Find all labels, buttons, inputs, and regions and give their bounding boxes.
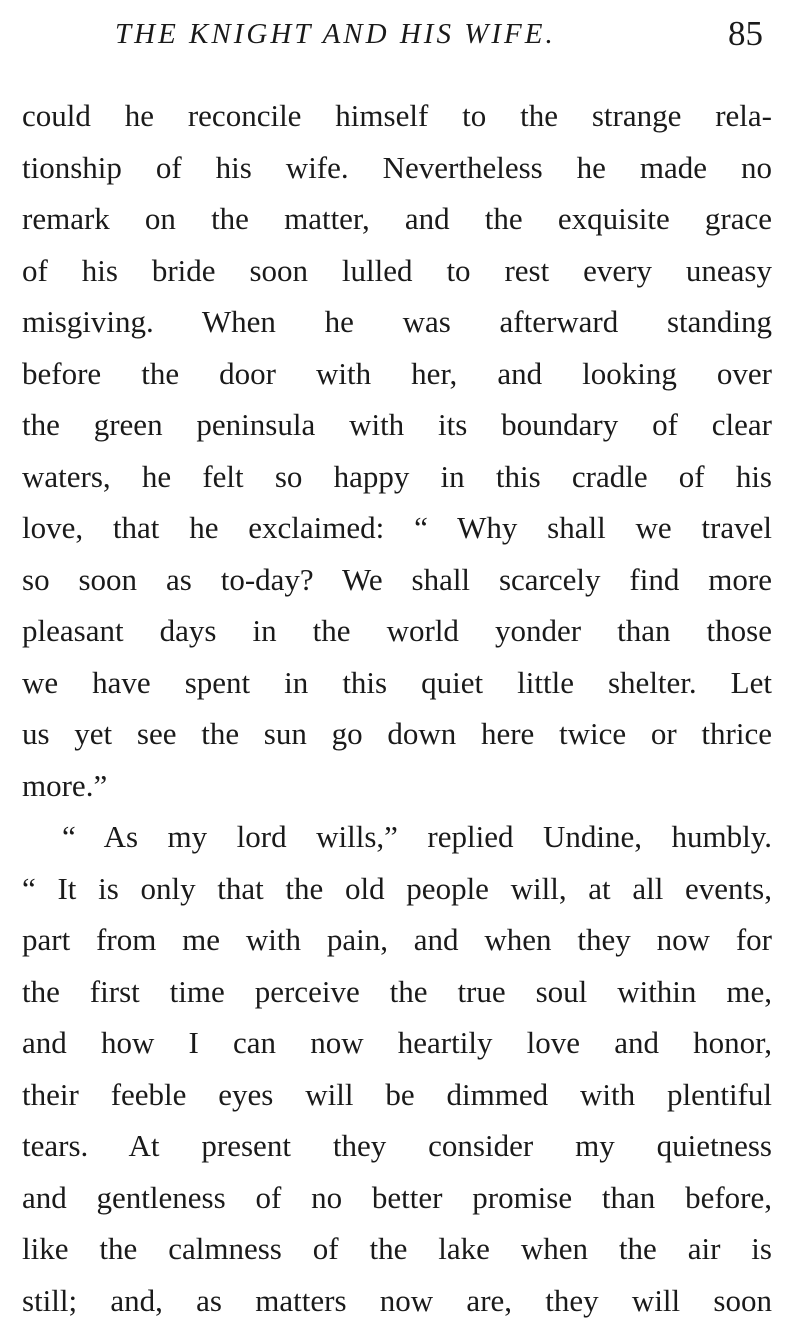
page-header xyxy=(0,10,793,66)
text-line: still; and, as matters now are, they will soon xyxy=(22,1282,772,1318)
text-line: of his bride soon lulled to rest every uneasy xyxy=(22,252,772,288)
text-line: tears. At present they consider my quietness xyxy=(22,1128,772,1163)
text-line: the green peninsula with its boundary of clear xyxy=(22,407,772,442)
text-line: love, that he exclaimed: “ Why shall we travel xyxy=(22,510,772,545)
text-line: misgiving. When he was afterward standing xyxy=(22,304,772,339)
running-title: THE KNIGHT AND HIS WIFE. xyxy=(115,18,556,50)
text-line: “ It is only that the old people will, at all events, xyxy=(22,870,772,906)
text-line: and how I can now heartily love and honor, xyxy=(22,1025,772,1060)
paragraph xyxy=(22,811,772,1326)
text-line: their feeble eyes will be dimmed with plentiful xyxy=(22,1076,772,1112)
text-line: could he reconcile himself to the strange rela- xyxy=(22,98,772,133)
text-line: so soon as to-day? We shall scarcely find more xyxy=(22,561,772,597)
text-line: like the calmness of the lake when the air is xyxy=(22,1231,772,1266)
page-number: 85 xyxy=(728,14,763,53)
text-line: us yet see the sun go down here twice or thrice xyxy=(22,716,772,751)
text-line: and gentleness of no better promise than before, xyxy=(22,1179,772,1215)
paragraph xyxy=(22,90,772,811)
body-text xyxy=(22,90,772,1326)
text-line: waters, he felt so happy in this cradle of his xyxy=(22,458,772,494)
text-line: the first time perceive the true soul within me, xyxy=(22,973,772,1009)
text-line: remark on the matter, and the exquisite grace xyxy=(22,201,772,236)
text-line: part from me with pain, and when they now for xyxy=(22,922,772,957)
text-line: tionship of his wife. Nevertheless he made no xyxy=(22,149,772,185)
text-line: we have spent in this quiet little shelter. Let xyxy=(22,664,772,700)
text-line: before the door with her, and looking over xyxy=(22,355,772,391)
text-line: “ As my lord wills,” replied Undine, humbly. xyxy=(62,819,772,854)
text-line: more.” xyxy=(22,767,108,803)
text-line: pleasant days in the world yonder than those xyxy=(22,613,772,648)
